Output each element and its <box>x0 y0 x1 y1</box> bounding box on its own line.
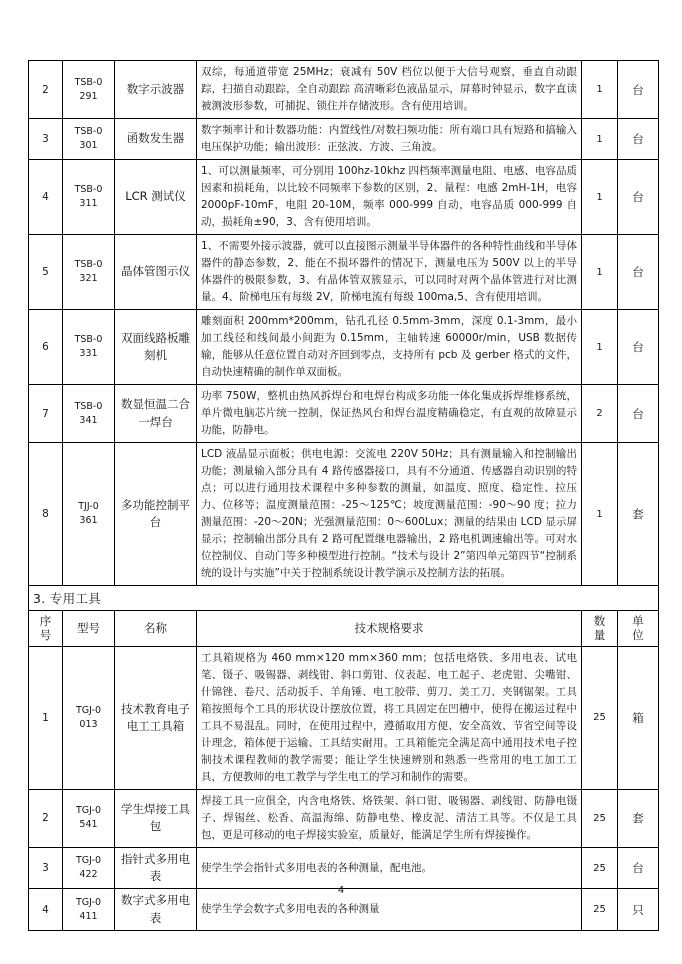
row-model <box>63 646 115 789</box>
row-unit: 台 <box>618 235 659 310</box>
row-quantity: 25 <box>582 789 618 847</box>
row-quantity: 25 <box>582 646 618 789</box>
row-specification: LCD 液晶显示面板；供电电源：交流电 220V 50Hz；具有测量输入和控制输出功能；测量输入部分具有 4 路传感器接口，具有不分通道、传感器自动识别的特点；可以进行通用技术课程中多种参数的测量，如温度、照度、稳定性、拉压力、位移等；温度测量范围：-25～125℃；坡度测量范围：-90～90 度；拉力测量范围：-20～20N；光强测量范围：0～600Lux；测量的结果由 LCD 显示屏显示；控制输出部分具有 2 路可配置继电器输出，2 路电机调速输出等。可对水位控制仪、自动门等多种模型进行控制。“技术与设计 2”第四单元第四节“控制系统的设计与实施”中关于控制系统设计教学演示及控制方法的拓展。 <box>197 443 582 586</box>
model-line-1: TSB-0 <box>74 184 103 196</box>
row-quantity: 1 <box>582 235 618 310</box>
row-specification: 工具箱规格为 460 mm×120 mm×360 mm；包括电烙铁、多用电表、试电笔、镊子、吸锡器、剥线钳、斜口剪钳、仪表起、电工起子、老虎钳、尖嘴钳、什锦锉、卷尺、活动扳手、羊角锤、电工胶带、剪刀、美工刀、夹钢锯架。工具箱按照每个工具的形状设计摆放位置，将工具固定在凹槽中，使得在搬运过程中工具不易混乱。同时，在使用过程中，遵循取用方便、安全高效、节省空间等设计理念，箱体便于运输、工具结实耐用。工具箱能完全满足高中通用技术电子控制技术课程教师的教学需要；能让学生快速辨别和熟悉一些常用的电工加工工具，方便教师的电工教学与学生电工的学习和制作的需要。 <box>197 646 582 789</box>
row-sequence: 3 <box>29 847 63 889</box>
instruments-table-body <box>29 61 659 931</box>
row-quantity: 1 <box>582 61 618 119</box>
row-sequence: 5 <box>29 235 63 310</box>
row-specification: 焊接工具一应俱全，内含电烙铁、烙铁架、斜口钳、吸锡器、剥线钳、防静电镊子、焊锡丝、松香、高温海绵、防静电垫、橡皮泥、清洁工具等。不仅是工具包，更是可移动的电子焊接实验室，质量好，能满足学生所有焊接操作。 <box>197 789 582 847</box>
row-model <box>63 310 115 385</box>
row-quantity: 2 <box>582 385 618 443</box>
row-model <box>63 385 115 443</box>
row-specification: 使学生学会指针式多用电表的各种测量，配电池。 <box>197 847 582 889</box>
row-specification: 数字频率计和计数器功能：内置线性/对数扫频功能：所有端口具有短路和搞输入电压保护功能；输出波形：正弦波、方波、三角波。 <box>197 119 582 160</box>
model-line-1: TSB-0 <box>74 126 103 138</box>
header-sequence-label: 序号 <box>39 614 52 643</box>
model-line-2: 411 <box>79 910 98 922</box>
row-specification: 双综，每通道带宽 25MHz；衰减有 50V 档位以便于大信号观察，垂直自动跟踪，扫描自动跟踪，全自动跟踪 高清晰彩色液晶显示，屏幕时钟显示，数字直读被测波形参数，可捕捉、锁住并存储波形。含有使用培训。 <box>197 61 582 119</box>
model-line-1: TSB-0 <box>74 334 103 346</box>
row-model <box>63 61 115 119</box>
table-row <box>29 847 659 889</box>
model-line-2: 341 <box>79 414 98 426</box>
row-sequence: 4 <box>29 889 63 931</box>
table-row <box>29 385 659 443</box>
section-heading: 3. 专用工具 <box>29 586 659 611</box>
model-line-2: 311 <box>79 198 98 209</box>
table-row <box>29 119 659 160</box>
table-header-row <box>29 611 659 647</box>
row-model <box>63 235 115 310</box>
row-product-name: 数字式多用电表 <box>115 889 197 931</box>
table-row <box>29 443 659 586</box>
header-unit <box>618 611 659 647</box>
row-sequence: 2 <box>29 61 63 119</box>
row-product-name: 多功能控制平台 <box>115 443 197 586</box>
row-product-name: 数字示波器 <box>115 61 197 119</box>
table-row <box>29 646 659 789</box>
model-line-2: 541 <box>79 819 98 831</box>
header-specification: 技术规格要求 <box>197 611 582 647</box>
model-line-1: TSB-0 <box>74 259 103 271</box>
row-specification: 功率 750W，整机由热风拆焊台和电焊台构成多功能一体化集成拆焊维修系统，单片微电脑芯片统一控制，保证热风台和焊台温度精确稳定，有直观的故障显示功能，防静电。 <box>197 385 582 443</box>
model-line-2: 321 <box>79 273 98 284</box>
row-model <box>63 119 115 160</box>
table-row <box>29 61 659 119</box>
instruments-table <box>28 60 659 931</box>
row-unit: 台 <box>618 119 659 160</box>
row-sequence: 8 <box>29 443 63 586</box>
row-sequence: 6 <box>29 310 63 385</box>
row-specification: 使学生学会数字式多用电表的各种测量 <box>197 889 582 931</box>
header-name: 名称 <box>115 611 197 647</box>
row-unit: 只 <box>618 889 659 931</box>
table-row <box>29 235 659 310</box>
row-model <box>63 443 115 586</box>
row-sequence: 7 <box>29 385 63 443</box>
model-line-2: 331 <box>79 348 98 359</box>
model-line-1: TJJ-0 <box>78 501 99 513</box>
table-row <box>29 310 659 385</box>
header-quantity <box>582 611 618 647</box>
row-model <box>63 789 115 847</box>
row-model <box>63 160 115 235</box>
row-unit: 箱 <box>618 646 659 789</box>
header-sequence <box>29 611 63 647</box>
row-quantity: 1 <box>582 443 618 586</box>
model-line-2: 361 <box>79 515 98 526</box>
row-unit: 台 <box>618 385 659 443</box>
row-unit: 台 <box>618 847 659 889</box>
model-line-1: TGJ-0 <box>75 896 102 908</box>
header-unit-label: 单位 <box>632 614 644 643</box>
row-model <box>63 847 115 889</box>
row-unit: 台 <box>618 61 659 119</box>
row-quantity: 25 <box>582 847 618 889</box>
page-number: 4 <box>337 885 345 896</box>
table-row <box>29 789 659 847</box>
row-product-name: 双面线路板雕刻机 <box>115 310 197 385</box>
model-line-2: 291 <box>79 90 98 102</box>
table-row <box>29 160 659 235</box>
row-product-name: 函数发生器 <box>115 119 197 160</box>
model-line-1: TGJ-0 <box>75 805 102 817</box>
row-product-name: 学生焊接工具包 <box>115 789 197 847</box>
model-line-1: TGJ-0 <box>75 704 102 716</box>
row-sequence: 1 <box>29 646 63 789</box>
model-line-1: TGJ-0 <box>75 855 102 867</box>
row-product-name: 晶体管图示仪 <box>115 235 197 310</box>
row-unit: 套 <box>618 443 659 586</box>
row-quantity: 1 <box>582 310 618 385</box>
model-line-1: TSB-0 <box>74 76 103 88</box>
row-product-name: LCR 测试仪 <box>115 160 197 235</box>
row-quantity: 1 <box>582 119 618 160</box>
row-quantity: 1 <box>582 160 618 235</box>
row-product-name: 数显恒温二合一焊台 <box>115 385 197 443</box>
row-product-name: 技术教育电子电工工具箱 <box>115 646 197 789</box>
row-sequence: 3 <box>29 119 63 160</box>
model-line-2: 422 <box>79 869 98 880</box>
row-unit: 台 <box>618 160 659 235</box>
row-specification: 1、不需要外接示波器，就可以直接图示测量半导体器件的各种特性曲线和半导体器件的静态参数，2、能在不损坏器件的情况下，测量电压为 500V 以上的半导体器件的极限参数，3、有晶体管双簇显示，可以同时对两个晶体管进行对比测量。4、阶梯电压有每级 2V，阶梯电流有每级 100ma,5、含有使用培训。 <box>197 235 582 310</box>
row-sequence: 4 <box>29 160 63 235</box>
row-unit: 台 <box>618 310 659 385</box>
row-specification: 1、可以测量频率，可分别用 100hz-10khz 四档频率测量电阻、电感、电容品质因素和损耗角，以比较不同频率下参数的区别，2、量程：电感 2mH-1H，电容 2000pF-10mF，电阻 20-10M，频率 000-999 自动，电容品质 000-999 自动，损耗角±90，3、含有使用培训。 <box>197 160 582 235</box>
model-line-2: 301 <box>79 140 98 151</box>
model-line-1: TSB-0 <box>74 400 103 412</box>
row-quantity: 25 <box>582 889 618 931</box>
header-model: 型号 <box>63 611 115 647</box>
model-line-2: 013 <box>79 718 98 730</box>
row-specification: 雕刻面积 200mm*200mm，钻孔孔径 0.5mm-3mm，深度 0.1-3mm，最小加工线径和线间最小间距为 0.15mm，主轴转速 60000r/min，USB 数据传输，能够从任意位置自动对齐回到零点，支持所有 pcb 及 gerber 格式的文件，自动快速精确的制作单双面板。 <box>197 310 582 385</box>
row-unit: 套 <box>618 789 659 847</box>
section-heading-row <box>29 586 659 611</box>
header-quantity-label: 数量 <box>593 614 606 643</box>
row-product-name: 指针式多用电表 <box>115 847 197 889</box>
row-sequence: 2 <box>29 789 63 847</box>
